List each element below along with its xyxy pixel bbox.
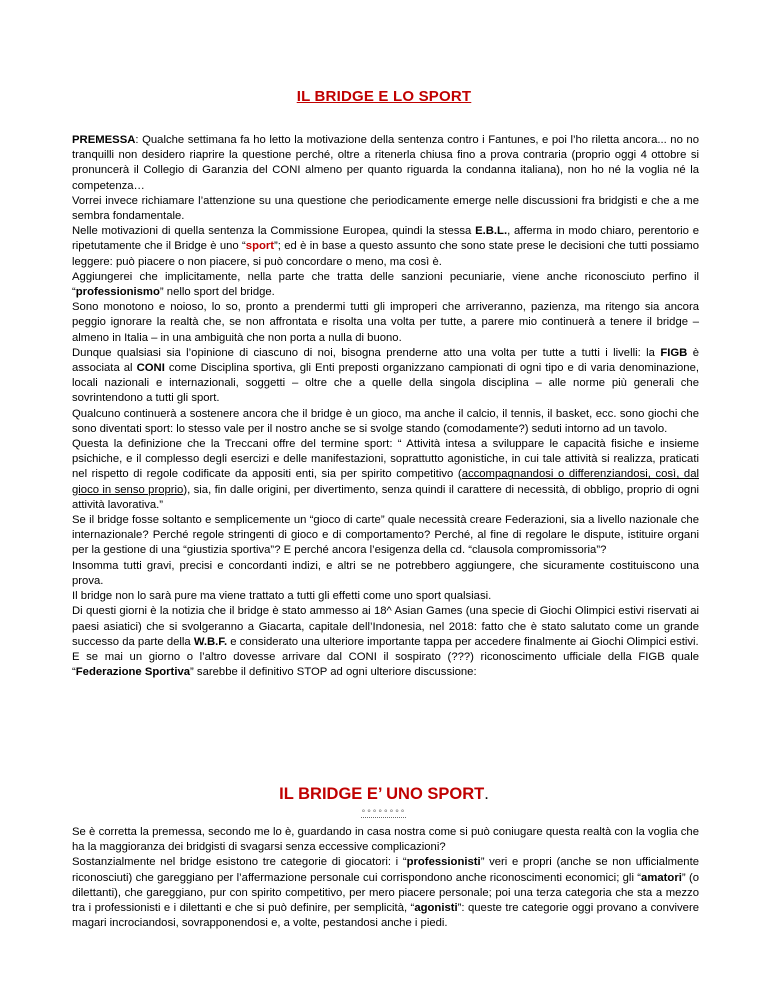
separator-ornament: °°°°°°°° (361, 808, 407, 818)
paragraph-premessa: PREMESSA: Qualche settimana fa ho letto la motivazione della sentenza contro i Fantunes, e poi l’ho riletta ancora... no no tranquilli non desidero riaprire la questione perché, oltre a ritenerla chiusa fino a prova contraria (proprio oggi 4 ottobre si pronuncerà il Collegio di Garanzia del CONI almeno per quanto riguarda la condanna italiana), non ho né la voglia né la competenza… (72, 134, 699, 192)
article-body (72, 133, 699, 680)
paragraph: Se il bridge fosse soltanto e semplicemente un “gioco di carte” quale necessità creare Federazioni, sia a livello nazionale che internazionale? Perché regole stringenti di gioco e di comportamento? Perché, al fine di regolare le dispute, istituire organi per la gestione di una “giustizia sportiva”? E perché ancora l’esigenza della cd. “clausola compromissoria”? (72, 514, 699, 557)
paragraph: Insomma tutti gravi, precisi e concordanti indizi, e altri se ne potrebbero aggiungere, che sicuramente costituiscono una prova. (72, 559, 699, 587)
document-title: IL BRIDGE E LO SPORT (296, 88, 472, 105)
section-title: IL BRIDGE E’ UNO SPORT. (279, 785, 489, 803)
paragraph: Sostanzialmente nel bridge esistono tre categorie di giocatori: i “professionisti” veri e propri (anche se non ufficialmente riconosciuti) che gareggiano per l’affermazione personale cui corrispondono anche riconoscimenti economici; gli “amatori” (o dilettanti), che gareggiano, pur con spirito competitivo, per mero piacere personale; poi una terza categoria che sta a mezzo tra i professionisti e i dilettanti e che si può definire, per semplicità, “agonisti”: queste tre categorie oggi provano a convivere magari incrociandosi, sovrapponendosi e, a volte, pestandosi anche i piedi. (72, 856, 699, 930)
highlight-sport: sport (245, 240, 275, 253)
paragraph: Nelle motivazioni di quella sentenza la Commissione Europea, quindi la stessa E.B.L., afferma in modo chiaro, perentorio e ripetutamente che il Bridge è uno “sport”; ed è in base a questo assunto che sono state prese le decisioni che tutti possiamo leggere: può piacere o non piacere, si può concordare o meno, ma così è. (72, 225, 699, 268)
paragraph: Aggiungerei che implicitamente, nella parte che tratta delle sanzioni pecuniarie, viene anche riconosciuto perfino il “professionismo” nello sport del bridge. (72, 270, 699, 299)
section-body (72, 825, 699, 931)
paragraph: Questa la definizione che la Treccani offre del termine sport: “ Attività intesa a sviluppare le capacità fisiche e insieme psichiche, e il complesso degli esercizi e delle manifestazioni, soprattutto agonistiche, in cui tale attività si realizza, praticati nel rispetto di regole codificate da appositi enti, sia per spirito competitivo (accompagnandosi o differenziandosi, così, dal gioco in senso proprio), sia, fin dalle origini, per divertimento, senza quindi il carattere di necessità, di obbligo, proprio di ogni attività lavorativa.” (72, 438, 699, 511)
paragraph: Il bridge non lo sarà pure ma viene trattato a tutti gli effetti come uno sport qualsiasi. (72, 590, 492, 603)
paragraph: Di questi giorni è la notizia che il bridge è stato ammesso ai 18^ Asian Games (una specie di Giochi Olimpici estivi riservati ai paesi asiatici) che si svolgeranno a Giacarta, capitale dell’Indonesia, nel 2018: fatto che è stato salutato come un grande successo da parte della W.B.F. e considerato una ulteriore importante tappa per accedere finalmente ai Giochi Olimpici estivi. (72, 605, 699, 648)
underlined-quote: accompagnandosi o differenziandosi, così, dal gioco in senso proprio (72, 468, 699, 496)
paragraph: Se è corretta la premessa, secondo me lo è, guardando in casa nostra come si può coniugare questa realtà con la voglia che ha la maggioranza dei bridgisti di svagarsi senza eccessive complicazioni? (72, 826, 699, 854)
premessa-label: PREMESSA (72, 134, 136, 146)
paragraph: Sono monotono e noioso, lo so, pronto a prendermi tutti gli improperi che arriveranno, pazienza, ma ritengo sia ancora peggio ignorare la realtà che, se non affrontata e risolta una volta per tutte, a parere mio continuerà a tenere il bridge – almeno in Italia – in una ambiguità che non porta a nulla di buono. (72, 301, 699, 344)
paragraph: Qualcuno continuerà a sostenere ancora che il bridge è un gioco, ma anche il calcio, il tennis, il basket, ecc. sono giochi che sono diventati sport: lo stesso vale per il nostro anche se si svolge stando (comodamente?) seduti intorno ad un tavolo. (72, 407, 699, 435)
paragraph: E se mai un giorno o l’altro dovesse arrivare dal CONI il sospirato (???) riconoscimento ufficiale della FIGB quale “Federazione Sportiva” sarebbe il definitivo STOP ad ogni ulteriore discussione: (72, 650, 699, 679)
paragraph: Vorrei invece richiamare l’attenzione su una questione che periodicamente emerge nelle discussioni fra bridgisti e che a me sembra fondamentale. (72, 194, 699, 223)
paragraph: Dunque qualsiasi sia l’opinione di ciascuno di noi, bisogna prenderne atto una volta per tutte a tutti i livelli: la FIGB è associata al CONI come Disciplina sportiva, gli Enti preposti organizzano campionati di ogni tipo e di varia denominazione, locali nazionali e internazionali, soggetti – oltre che a quelle della singola disciplina – alle norme più generali che sovrintendono a tutti gli sport. (72, 346, 700, 405)
